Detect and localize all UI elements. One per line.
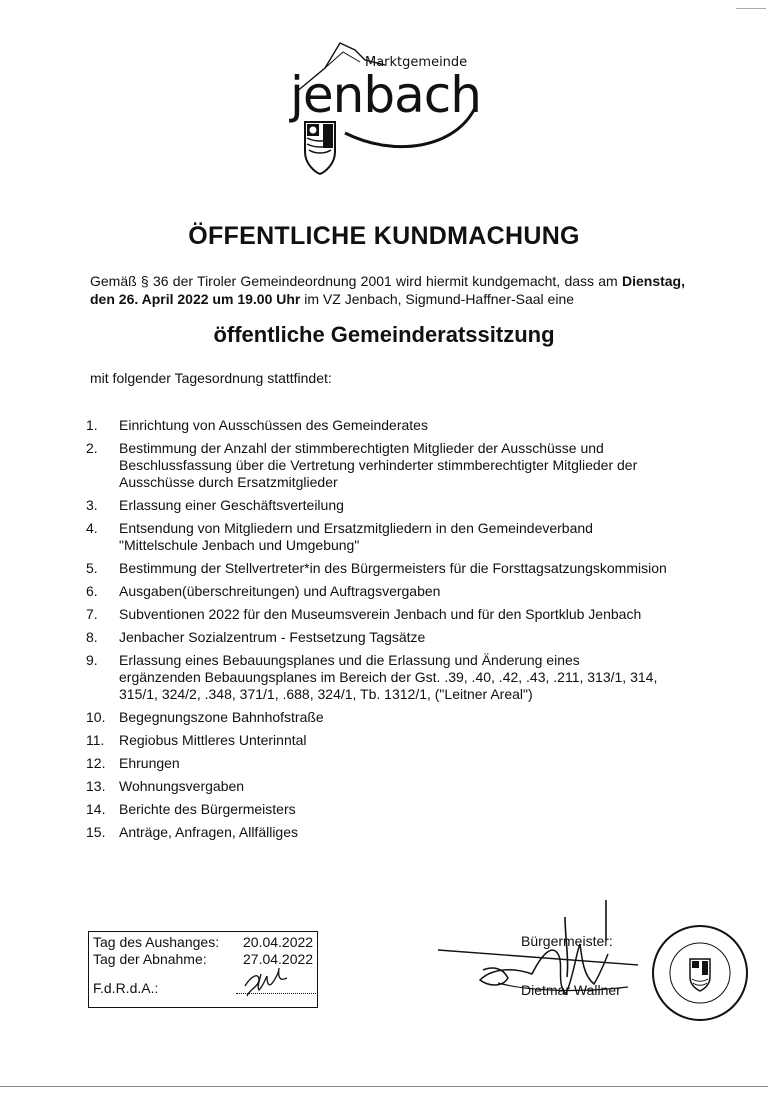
removed-value: 27.04.2022	[243, 951, 314, 967]
posted-value: 20.04.2022	[243, 934, 314, 950]
agenda-item-text: Bestimmung der Stellvertreter*in des Bürgermeisters für die Forsttagsatzungskommision	[119, 560, 667, 576]
agenda-item	[86, 560, 686, 577]
agenda-item-text: Bestimmung der Anzahl der stimmberechtigten Mitglieder der Ausschüsse und Beschlussfassung über die Vertretung verhinderter stimmberechtigter Mitglieder der Ausschüsse durch Ersatzmitglieder	[119, 440, 638, 490]
logo-wordmark: jenbach	[290, 66, 481, 124]
agenda-item-text: Erlassung eines Bebauungsplanes und die Erlassung und Änderung eines ergänzenden Bebauungsplanes im Bereich der Gst. .39, .40, .42, .43, .211, 313/1, 314, 315/1, 324/2, .348, 371/1, .688, 324/1, Tb. 1312/1, ("Leitner Areal")	[119, 652, 658, 702]
agenda-item-text: Erlassung einer Geschäftsverteilung	[119, 497, 344, 513]
initials-signature-icon	[239, 964, 299, 998]
agenda-item-text: Ehrungen	[119, 755, 180, 771]
agenda-item	[86, 440, 686, 491]
page-title: ÖFFENTLICHE KUNDMACHUNG	[188, 222, 580, 250]
agenda-item	[86, 520, 686, 554]
intro-text-1: Gemäß § 36 der Tiroler Gemeindeordnung 2001 wird hiermit kundgemacht, dass am	[90, 273, 622, 289]
agenda-item-number: 15.	[86, 824, 106, 840]
agenda-item-text: Jenbacher Sozialzentrum - Festsetzung Tagsätze	[119, 629, 426, 645]
agenda-item-text: Begegnungszone Bahnhofstraße	[119, 709, 324, 725]
agenda-item	[86, 417, 686, 434]
agenda-item-number: 13.	[86, 778, 106, 794]
removed-row	[93, 951, 314, 967]
agenda-item-number: 1.	[86, 417, 98, 433]
signature-role: Bürgermeister:	[521, 933, 613, 949]
scan-edge-line	[736, 8, 766, 9]
agenda-item	[86, 755, 686, 772]
agenda-item-number: 5.	[86, 560, 98, 576]
agenda-item-number: 10.	[86, 709, 106, 725]
municipality-logo	[285, 38, 500, 178]
intro-text-2: im VZ Jenbach, Sigmund-Haffner-Saal eine	[300, 291, 575, 307]
agenda-item	[86, 629, 686, 646]
agenda-item-text: Berichte des Bürgermeisters	[119, 801, 296, 817]
agenda-item	[86, 497, 686, 514]
agenda-item-number: 14.	[86, 801, 106, 817]
agenda-item	[86, 652, 686, 703]
logo-subtitle: Marktgemeinde	[365, 55, 468, 70]
fdra-row	[93, 980, 238, 996]
meeting-title: öffentliche Gemeinderatssitzung	[213, 322, 555, 347]
agenda-item-number: 6.	[86, 583, 98, 599]
agenda-item-number: 7.	[86, 606, 98, 622]
removed-label: Tag der Abnahme:	[93, 951, 207, 967]
official-seal-icon	[650, 923, 750, 1023]
agenda-item-text: Regiobus Mittleres Unterinntal	[119, 732, 307, 748]
agenda-item	[86, 606, 686, 623]
agenda-item	[86, 732, 686, 749]
agenda-item-number: 11.	[86, 732, 105, 748]
agenda-item-text: Ausgaben(überschreitungen) und Auftragsvergaben	[119, 583, 441, 599]
agenda-item-text: Entsendung von Mitgliedern und Ersatzmitgliedern in den Gemeindeverband "Mittelschule Jenbach und Umgebung"	[119, 520, 593, 553]
posted-label: Tag des Aushanges:	[93, 934, 220, 950]
agenda-item-number: 9.	[86, 652, 98, 668]
intro-paragraph	[90, 272, 685, 308]
intro-date: Dienstag, den 26. April 2022 um 19.00 Uhr	[90, 273, 685, 307]
agenda-item	[86, 801, 686, 818]
agenda-item-number: 4.	[86, 520, 98, 536]
agenda-lead: mit folgender Tagesordnung stattfindet:	[90, 370, 332, 386]
agenda-item-text: Einrichtung von Ausschüssen des Gemeinderates	[119, 417, 428, 433]
agenda-item-number: 2.	[86, 440, 98, 456]
agenda-list	[86, 417, 686, 847]
agenda-item	[86, 709, 686, 726]
agenda-item	[86, 778, 686, 795]
page-bottom-rule	[0, 1086, 768, 1087]
posted-row	[93, 934, 314, 950]
agenda-item-text: Anträge, Anfragen, Allfälliges	[119, 824, 299, 840]
agenda-item	[86, 583, 686, 600]
agenda-item	[86, 824, 686, 841]
signature-name: Dietmar Wallner	[521, 982, 621, 998]
handwritten-signature-icon	[438, 895, 658, 1030]
agenda-item-number: 3.	[86, 497, 98, 513]
signature-block	[438, 895, 763, 1030]
agenda-item-number: 8.	[86, 629, 98, 645]
agenda-item-text: Subventionen 2022 für den Museumsverein Jenbach und für den Sportklub Jenbach	[119, 606, 642, 622]
posting-info-box	[88, 931, 318, 1008]
fdra-label: F.d.R.d.A.:	[93, 980, 159, 996]
agenda-item-number: 12.	[86, 755, 106, 771]
agenda-item-text: Wohnungsvergaben	[119, 778, 245, 794]
